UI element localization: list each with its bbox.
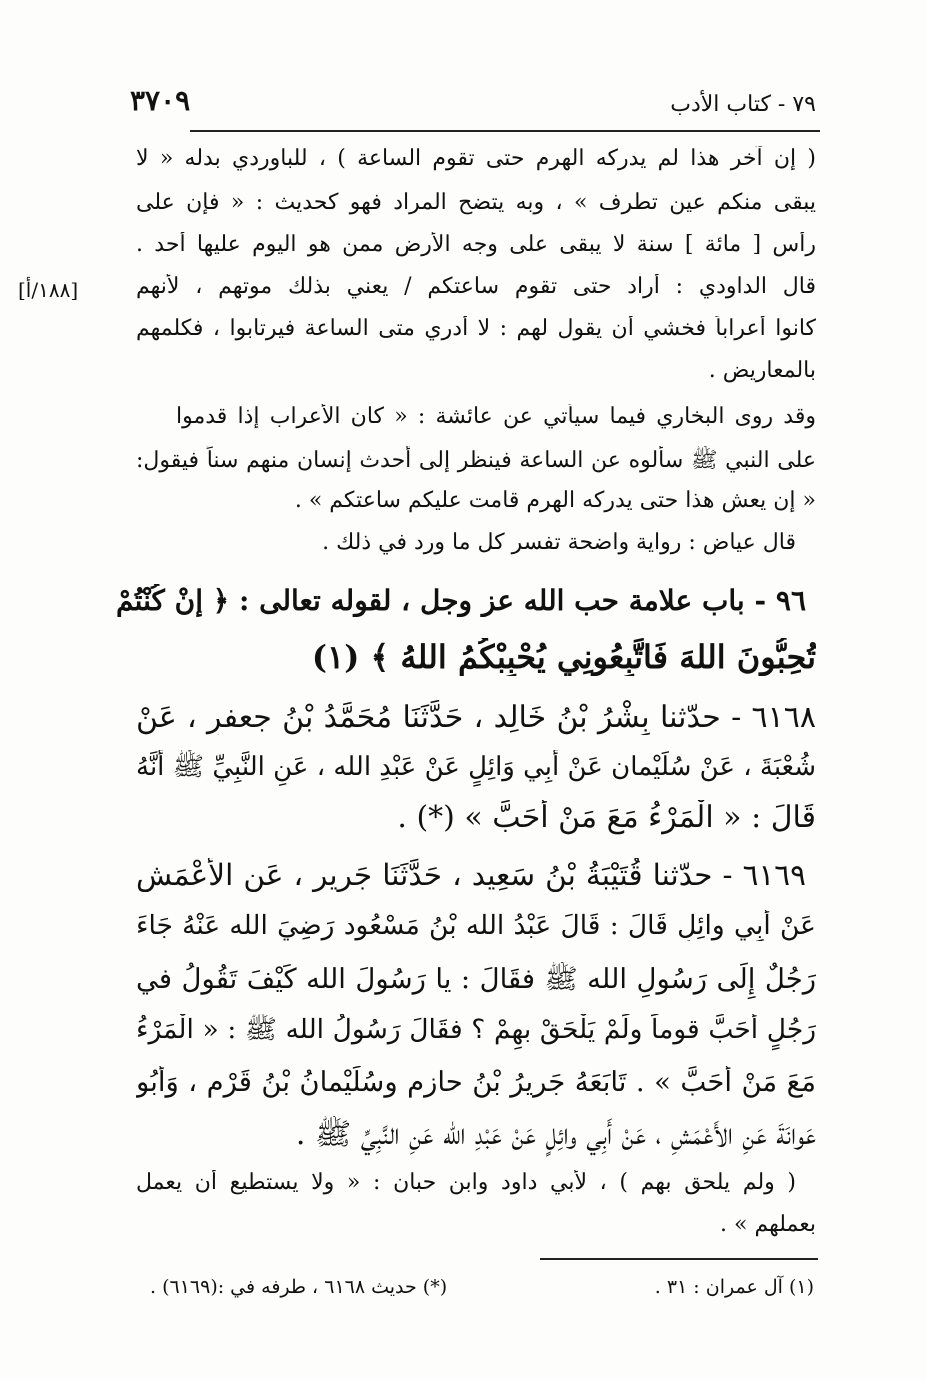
commentary-line: يبقى منكم عين تطرف » ، وبه يتضح المراد فهو كحديث : « فإن على (136, 190, 816, 215)
commentary-line: وقد روى البخاري فيما سيأتي عن عائشة : « كان الأعراب إذا قدموا (176, 404, 816, 429)
header-rule (190, 130, 820, 132)
chapter-heading: ٩٦ - باب علامة حب الله عز وجل ، لقوله تعالى : ﴿ إِنْ كُنْتُمْ (116, 584, 806, 617)
hadith-6169-line: ٦١٦٩ - حدّثنا قُتَيْبَةُ بْنُ سَعِيد ، حَدَّثَنَا جَرِير ، عَنِ الأَعْمَشِ (136, 858, 806, 892)
commentary-line: ( ولم يلحق بهم ) ، لأبي داود وابن حبان : « ولا يستطيع أن يعمل (136, 1170, 796, 1195)
commentary-line: على النبي ﷺ سألوه عن الساعة فينظر إلى أحدث إنسان منهم سناً فيقول: (136, 448, 816, 473)
footnote-1: (١) آل عمران : ٣١ . (654, 1276, 814, 1298)
footnote-star: (*) حديث ٦١٦٨ ، طرفه في :(٦١٦٩) . (150, 1276, 448, 1298)
hadith-6169-line: عَنْ أَبِي وائِلٍ قَالَ : قَالَ عَبْدُ الله بْنُ مَسْعُود رَضِيَ الله عَنْهُ جَاءَ (136, 910, 816, 941)
hadith-6169-line: مَعَ مَنْ أَحَبَّ » . تَابَعَهُ جَرِيرُ بْنُ حازِمٍ وسُلَيْمانُ بْنُ قَرْمٍ ، وَأَبُو (136, 1066, 816, 1098)
page-number: ٣٧٠٩ (130, 84, 191, 117)
hadith-6168-line: شُعْبَةَ ، عَنْ سُلَيْمان عَنْ أَبِي وَائِلٍ عَنْ عَبْدِ الله ، عَنِ النَّبِيِّ ﷺ أَنَّهُ (136, 752, 816, 782)
footnote-rule (540, 1258, 818, 1260)
hadith-6168-line: ٦١٦٨ - حدّثنا بِشْرُ بْنُ خَالِد ، حَدَّثَنَا مُحَمَّدُ بْنُ جعفرٍ ، عَنْ (136, 700, 816, 735)
commentary-line: « إن يعش هذا حتى يدركه الهرم قامت عليكم ساعتكم » . (294, 488, 816, 513)
chapter-heading: تُحِبُّونَ اللهَ فَاتَّبِعُونِي يُحْبِبْكُمُ اللهُ ﴾ (١) (311, 638, 816, 676)
commentary-line: ( إن آخر هذا لم يدركه الهرم حتى تقوم الساعة ) ، للباوردي بدله « لا (136, 146, 816, 171)
commentary-line: رأس [ مائة ] سنة لا يبقى على وجه الأرض ممن هو اليوم عليها أحد . (136, 232, 816, 257)
hadith-6168-line: قَالَ : « الْمَرْءُ مَعَ مَنْ أَحَبَّ » (*) . (397, 800, 816, 835)
commentary-line: قال عياض : رواية واضحة تفسر كل ما ورد في ذلك . (322, 530, 796, 555)
hadith-6169-line: عَوانَةَ عَنِ الأَعْمَشِ ، عَنْ أَبِي وائِلٍ عَنْ عَبْدِ الله عَنِ النَّبِيِّ ﷺ . (295, 1117, 816, 1152)
hadith-6169-line: رَجُلٌ إِلَى رَسُولِ الله ﷺ فقَالَ : يا رَسُولَ الله كَيْفَ تَقُولُ في (136, 963, 816, 995)
hadith-6169-line: رَجُلٍ أَحَبَّ قوماً ولَمْ يَلْحَقْ بهِمْ ؟ فقَالَ رَسُولُ الله ﷺ : « الْمَرْءُ (136, 1014, 816, 1045)
running-head: ٧٩ - كتاب الأدب (670, 92, 816, 117)
commentary-line: كانوا أعراباً فخشي أن يقول لهم : لا أدري متى الساعة فيرتابوا ، فكلمهم (136, 316, 816, 341)
commentary-line: قال الداودي : أراد حتى تقوم ساعتكم / يعني بذلك موتهم ، لأنهم (136, 274, 816, 299)
commentary-line: بعملهم » . (720, 1212, 816, 1237)
margin-reference: [١٨٨/أ] (18, 278, 79, 302)
commentary-line: بالمعاريض . (708, 358, 816, 383)
